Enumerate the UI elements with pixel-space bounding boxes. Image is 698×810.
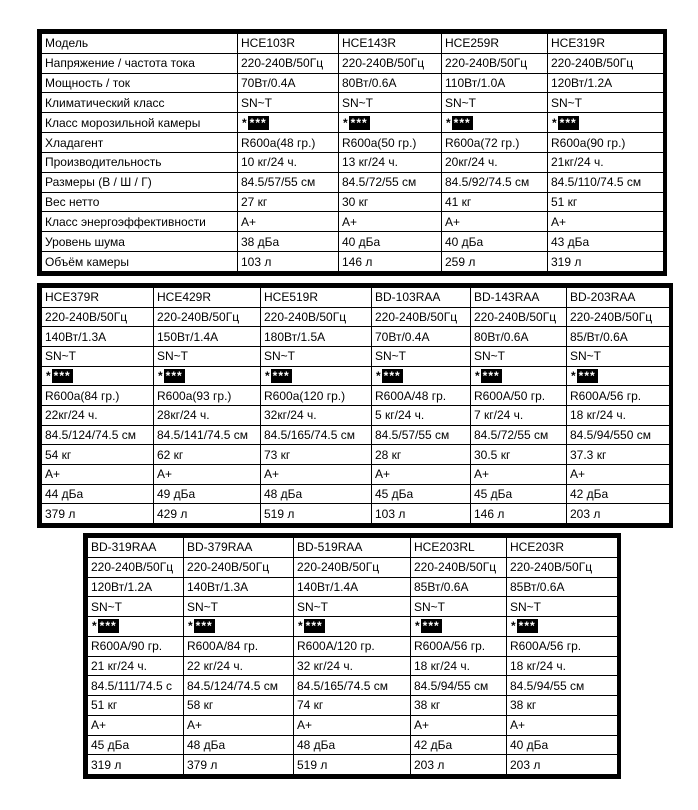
table-cell: Климатический класс [42, 93, 238, 113]
table-cell: 20кг/24 ч. [442, 152, 548, 172]
table-cell: 220-240В/50Гц [567, 307, 670, 327]
table-cell: Вес нетто [42, 192, 238, 212]
single-star: * [242, 115, 247, 130]
table-cell: Мощность / ток [42, 73, 238, 93]
table-cell: 51 кг [548, 192, 664, 212]
table-cell: SN~T [567, 346, 670, 366]
single-star: * [298, 619, 303, 634]
triple-star: *** [305, 619, 323, 634]
table-cell: 85Вт/0.6А [507, 577, 618, 597]
table-cell: 319 л [548, 252, 664, 272]
table-cell: R600A/56 гр. [507, 636, 618, 656]
table-row [88, 597, 618, 617]
table-row [88, 538, 618, 558]
table-cell: А+ [507, 715, 618, 735]
table-cell: 38 дБа [238, 232, 339, 252]
table-cell: 84.5/124/74.5 см [184, 676, 294, 696]
table-cell: SN~T [238, 93, 339, 113]
specs-table-3-body [88, 538, 618, 775]
table-cell: 146 л [339, 252, 442, 272]
table-cell [154, 366, 261, 386]
table-cell: 203 л [507, 755, 618, 775]
table-cell: HCE319R [548, 34, 664, 54]
table-cell [471, 366, 567, 386]
table-cell: 220-240В/50Гц [238, 53, 339, 73]
table-row [42, 307, 670, 327]
single-star: * [92, 619, 97, 634]
table-cell: 18 кг/24 ч. [567, 405, 670, 425]
freezer-stars-icon [414, 619, 442, 633]
specs-table-2 [37, 283, 673, 528]
table-cell: 44 дБа [42, 484, 154, 504]
table-cell: SN~T [294, 597, 411, 617]
triple-star: *** [195, 619, 213, 634]
single-star: * [571, 368, 576, 383]
specs-table-1 [37, 29, 667, 276]
table-cell: 180Вт/1.5А [261, 327, 372, 347]
table-cell: 42 дБа [567, 484, 670, 504]
table-cell: Хладагент [42, 133, 238, 153]
table-row [42, 445, 670, 465]
table-row [42, 327, 670, 347]
table-row [42, 34, 664, 54]
table-cell: HCE519R [261, 288, 372, 308]
table-cell: 80Вт/0.6А [471, 327, 567, 347]
table-cell: SN~T [339, 93, 442, 113]
table-cell: А+ [88, 715, 184, 735]
table-row [42, 386, 670, 406]
table-cell [238, 113, 339, 133]
table-cell: А+ [567, 464, 670, 484]
table-cell: 28 кг [372, 445, 471, 465]
table-cell: А+ [184, 715, 294, 735]
triple-star: *** [482, 368, 500, 383]
table-cell: 42 дБа [411, 735, 507, 755]
table-cell: R600A/56 гр. [567, 386, 670, 406]
table-cell: А+ [294, 715, 411, 735]
table-cell: 43 дБа [548, 232, 664, 252]
table-row [88, 636, 618, 656]
table-cell: А+ [548, 212, 664, 232]
table-row [42, 288, 670, 308]
table-row [42, 504, 670, 524]
table-cell: R600A/120 гр. [294, 636, 411, 656]
table-row [88, 676, 618, 696]
triple-star: *** [559, 115, 577, 130]
freezer-stars-icon [375, 369, 403, 383]
table-cell: BD-203RAA [567, 288, 670, 308]
table-cell: 85/Вт/0.6А [567, 327, 670, 347]
single-star: * [552, 115, 557, 130]
table-row [42, 366, 670, 386]
table-cell: 150Вт/1.4А [154, 327, 261, 347]
table-cell: BD-143RAA [471, 288, 567, 308]
table-cell: 62 кг [154, 445, 261, 465]
table-cell: 70Вт/0.4А [372, 327, 471, 347]
table-cell: 220-240В/50Гц [507, 557, 618, 577]
table-cell: 84.5/94/55 см [411, 676, 507, 696]
table-cell: HCE203RL [411, 538, 507, 558]
table-cell: 40 дБа [339, 232, 442, 252]
table-cell: А+ [154, 464, 261, 484]
table-row [88, 735, 618, 755]
table-cell: 22 кг/24 ч. [184, 656, 294, 676]
table-cell: А+ [471, 464, 567, 484]
specs-table-2-body [42, 288, 670, 524]
table-cell [88, 617, 184, 637]
table-cell: 28кг/24 ч. [154, 405, 261, 425]
table-cell [567, 366, 670, 386]
table-cell: 21 кг/24 ч. [88, 656, 184, 676]
table-cell: 84.5/141/74.5 см [154, 425, 261, 445]
table-row [42, 53, 664, 73]
triple-star: *** [165, 368, 183, 383]
table-cell: 203 л [567, 504, 670, 524]
table-cell: 259 л [442, 252, 548, 272]
single-star: * [158, 368, 163, 383]
freezer-stars-icon [510, 619, 538, 633]
table-cell: А+ [372, 464, 471, 484]
table-cell: 110Вт/1.0А [442, 73, 548, 93]
single-star: * [446, 115, 451, 130]
table-cell: 51 кг [88, 696, 184, 716]
table-row [42, 252, 664, 272]
table-cell: 41 кг [442, 192, 548, 212]
table-row [42, 73, 664, 93]
table-cell: 37.3 кг [567, 445, 670, 465]
single-star: * [46, 368, 51, 383]
table-cell: 18 кг/24 ч. [507, 656, 618, 676]
table-row [42, 152, 664, 172]
table-cell: 45 дБа [372, 484, 471, 504]
single-star: * [188, 619, 193, 634]
table-row [42, 346, 670, 366]
triple-star: *** [350, 115, 368, 130]
triple-star: *** [578, 368, 596, 383]
freezer-stars-icon [570, 369, 598, 383]
table-cell: А+ [42, 464, 154, 484]
table-cell: 54 кг [42, 445, 154, 465]
table-cell: R600A/50 гр. [471, 386, 567, 406]
specs-table-3 [83, 533, 621, 779]
table-cell: R600a(120 гр.) [261, 386, 372, 406]
freezer-stars-icon [445, 116, 473, 130]
table-cell: 140Вт/1.3А [42, 327, 154, 347]
table-cell: А+ [238, 212, 339, 232]
single-star: * [343, 115, 348, 130]
table-cell: 7 кг/24 ч. [471, 405, 567, 425]
table-cell: 22кг/24 ч. [42, 405, 154, 425]
table-cell: 80Вт/0.6А [339, 73, 442, 93]
table-cell: R600a(93 гр.) [154, 386, 261, 406]
table-cell: 38 кг [507, 696, 618, 716]
freezer-stars-icon [91, 619, 119, 633]
table-row [88, 755, 618, 775]
table-cell: SN~T [507, 597, 618, 617]
table-cell: 103 л [238, 252, 339, 272]
table-cell [261, 366, 372, 386]
table-cell: 519 л [261, 504, 372, 524]
table-cell: 220-240В/50Гц [471, 307, 567, 327]
table-cell: 120Вт/1.2А [88, 577, 184, 597]
single-star: * [475, 368, 480, 383]
table-cell: Модель [42, 34, 238, 54]
table-cell: 220-240В/50Гц [442, 53, 548, 73]
single-star: * [265, 368, 270, 383]
table-cell: 40 дБа [442, 232, 548, 252]
table-cell: 58 кг [184, 696, 294, 716]
table-cell: 45 дБа [88, 735, 184, 755]
triple-star: *** [518, 619, 536, 634]
table-cell: 84.5/57/55 см [372, 425, 471, 445]
table-row [42, 172, 664, 192]
triple-star: *** [272, 368, 290, 383]
table-cell: R600A/56 гр. [411, 636, 507, 656]
table-row [42, 93, 664, 113]
table-cell: BD-103RAA [372, 288, 471, 308]
table-cell [42, 366, 154, 386]
table-cell: 220-240В/50Гц [261, 307, 372, 327]
table-cell: 30.5 кг [471, 445, 567, 465]
table-cell: 5 кг/24 ч. [372, 405, 471, 425]
single-star: * [511, 619, 516, 634]
table-cell: SN~T [154, 346, 261, 366]
table-cell: 32кг/24 ч. [261, 405, 372, 425]
table-cell: SN~T [88, 597, 184, 617]
table-cell: 84.5/92/74.5 см [442, 172, 548, 192]
table-cell: А+ [339, 212, 442, 232]
table-cell: SN~T [372, 346, 471, 366]
table-cell: R600A/48 гр. [372, 386, 471, 406]
specs-table-1-body [42, 34, 664, 272]
table-cell: 84.5/94/550 см [567, 425, 670, 445]
table-cell: 379 л [184, 755, 294, 775]
table-cell [411, 617, 507, 637]
table-row [88, 617, 618, 637]
table-cell: 70Вт/0.4А [238, 73, 339, 93]
table-row [42, 425, 670, 445]
table-cell: 140Вт/1.4А [294, 577, 411, 597]
table-cell: 220-240В/50Гц [411, 557, 507, 577]
table-cell: SN~T [442, 93, 548, 113]
table-row [88, 557, 618, 577]
table-cell: SN~T [548, 93, 664, 113]
table-cell: SN~T [471, 346, 567, 366]
table-cell: 49 дБа [154, 484, 261, 504]
table-cell: HCE379R [42, 288, 154, 308]
table-cell [339, 113, 442, 133]
table-cell: 48 дБа [261, 484, 372, 504]
triple-star: *** [383, 368, 401, 383]
triple-star: *** [53, 368, 71, 383]
table-cell: 10 кг/24 ч. [238, 152, 339, 172]
table-cell: SN~T [42, 346, 154, 366]
table-cell: 40 дБа [507, 735, 618, 755]
triple-star: *** [99, 619, 117, 634]
table-cell: R600a(50 гр.) [339, 133, 442, 153]
table-cell: 220-240В/50Гц [42, 307, 154, 327]
table-cell: R600a(72 гр.) [442, 133, 548, 153]
freezer-stars-icon [187, 619, 215, 633]
table-cell: 84.5/57/55 см [238, 172, 339, 192]
table-cell: 220-240В/50Гц [294, 557, 411, 577]
table-row [42, 192, 664, 212]
table-cell: 220-240В/50Гц [548, 53, 664, 73]
triple-star: *** [453, 115, 471, 130]
table-cell: А+ [411, 715, 507, 735]
table-cell: 13 кг/24 ч. [339, 152, 442, 172]
table-cell: BD-379RAA [184, 538, 294, 558]
table-cell: А+ [261, 464, 372, 484]
table-cell: 84.5/124/74.5 см [42, 425, 154, 445]
table-cell: HCE203R [507, 538, 618, 558]
table-cell: 48 дБа [294, 735, 411, 755]
freezer-stars-icon [474, 369, 502, 383]
table-cell [507, 617, 618, 637]
table-cell: 220-240В/50Гц [339, 53, 442, 73]
table-row [42, 133, 664, 153]
table-cell: 319 л [88, 755, 184, 775]
table-cell: Уровень шума [42, 232, 238, 252]
table-cell: R600A/90 гр. [88, 636, 184, 656]
table-cell: 38 кг [411, 696, 507, 716]
table-cell: 203 л [411, 755, 507, 775]
table-cell: HCE103R [238, 34, 339, 54]
table-cell: 140Вт/1.3А [184, 577, 294, 597]
table-cell: Объём камеры [42, 252, 238, 272]
table-row [42, 113, 664, 133]
table-cell: HCE143R [339, 34, 442, 54]
table-cell: 220-240В/50Гц [372, 307, 471, 327]
table-cell: Класс энергоэффективности [42, 212, 238, 232]
table-row [88, 696, 618, 716]
table-cell: 220-240В/50Гц [184, 557, 294, 577]
table-cell: SN~T [261, 346, 372, 366]
table-cell: Напряжение / частота тока [42, 53, 238, 73]
table-cell: R600a(48 гр.) [238, 133, 339, 153]
single-star: * [415, 619, 420, 634]
freezer-stars-icon [264, 369, 292, 383]
table-cell: 84.5/72/55 см [471, 425, 567, 445]
table-cell: Размеры (В / Ш / Г) [42, 172, 238, 192]
table-cell: Производительность [42, 152, 238, 172]
table-cell: 45 дБа [471, 484, 567, 504]
table-cell: 519 л [294, 755, 411, 775]
table-cell: 120Вт/1.2А [548, 73, 664, 93]
freezer-stars-icon [241, 116, 269, 130]
table-cell: 220-240В/50Гц [154, 307, 261, 327]
table-cell: BD-519RAA [294, 538, 411, 558]
table-cell [184, 617, 294, 637]
table-cell: SN~T [411, 597, 507, 617]
table-cell: 84.5/165/74.5 см [294, 676, 411, 696]
table-cell: 18 кг/24 ч. [411, 656, 507, 676]
table-cell: 84.5/110/74.5 см [548, 172, 664, 192]
freezer-stars-icon [297, 619, 325, 633]
table-row [42, 212, 664, 232]
freezer-stars-icon [45, 369, 73, 383]
table-cell: 73 кг [261, 445, 372, 465]
table-cell: 84.5/111/74.5 с [88, 676, 184, 696]
table-cell: HCE429R [154, 288, 261, 308]
freezer-stars-icon [551, 116, 579, 130]
freezer-stars-icon [342, 116, 370, 130]
table-cell [442, 113, 548, 133]
triple-star: *** [249, 115, 267, 130]
table-cell: HCE259R [442, 34, 548, 54]
table-cell: 27 кг [238, 192, 339, 212]
table-cell: R600A/84 гр. [184, 636, 294, 656]
table-row [88, 715, 618, 735]
table-row [88, 656, 618, 676]
table-cell: 85Вт/0.6А [411, 577, 507, 597]
single-star: * [376, 368, 381, 383]
table-cell: 103 л [372, 504, 471, 524]
table-cell [294, 617, 411, 637]
table-cell: R600a(90 гр.) [548, 133, 664, 153]
table-cell: 220-240В/50Гц [88, 557, 184, 577]
table-cell: R600a(84 гр.) [42, 386, 154, 406]
table-cell: BD-319RAA [88, 538, 184, 558]
table-cell: 84.5/94/55 см [507, 676, 618, 696]
table-cell: 21кг/24 ч. [548, 152, 664, 172]
table-cell [372, 366, 471, 386]
table-cell: 84.5/72/55 см [339, 172, 442, 192]
freezer-stars-icon [157, 369, 185, 383]
table-cell: А+ [442, 212, 548, 232]
table-row [42, 484, 670, 504]
table-cell: 48 дБа [184, 735, 294, 755]
table-cell: SN~T [184, 597, 294, 617]
table-cell: 74 кг [294, 696, 411, 716]
table-cell: 379 л [42, 504, 154, 524]
table-cell [548, 113, 664, 133]
table-cell: 84.5/165/74.5 см [261, 425, 372, 445]
triple-star: *** [422, 619, 440, 634]
table-row [88, 577, 618, 597]
table-cell: 32 кг/24 ч. [294, 656, 411, 676]
table-cell: 146 л [471, 504, 567, 524]
table-row [42, 464, 670, 484]
table-cell: 30 кг [339, 192, 442, 212]
table-row [42, 405, 670, 425]
table-cell: Класс морозильной камеры [42, 113, 238, 133]
table-row [42, 232, 664, 252]
table-cell: 429 л [154, 504, 261, 524]
